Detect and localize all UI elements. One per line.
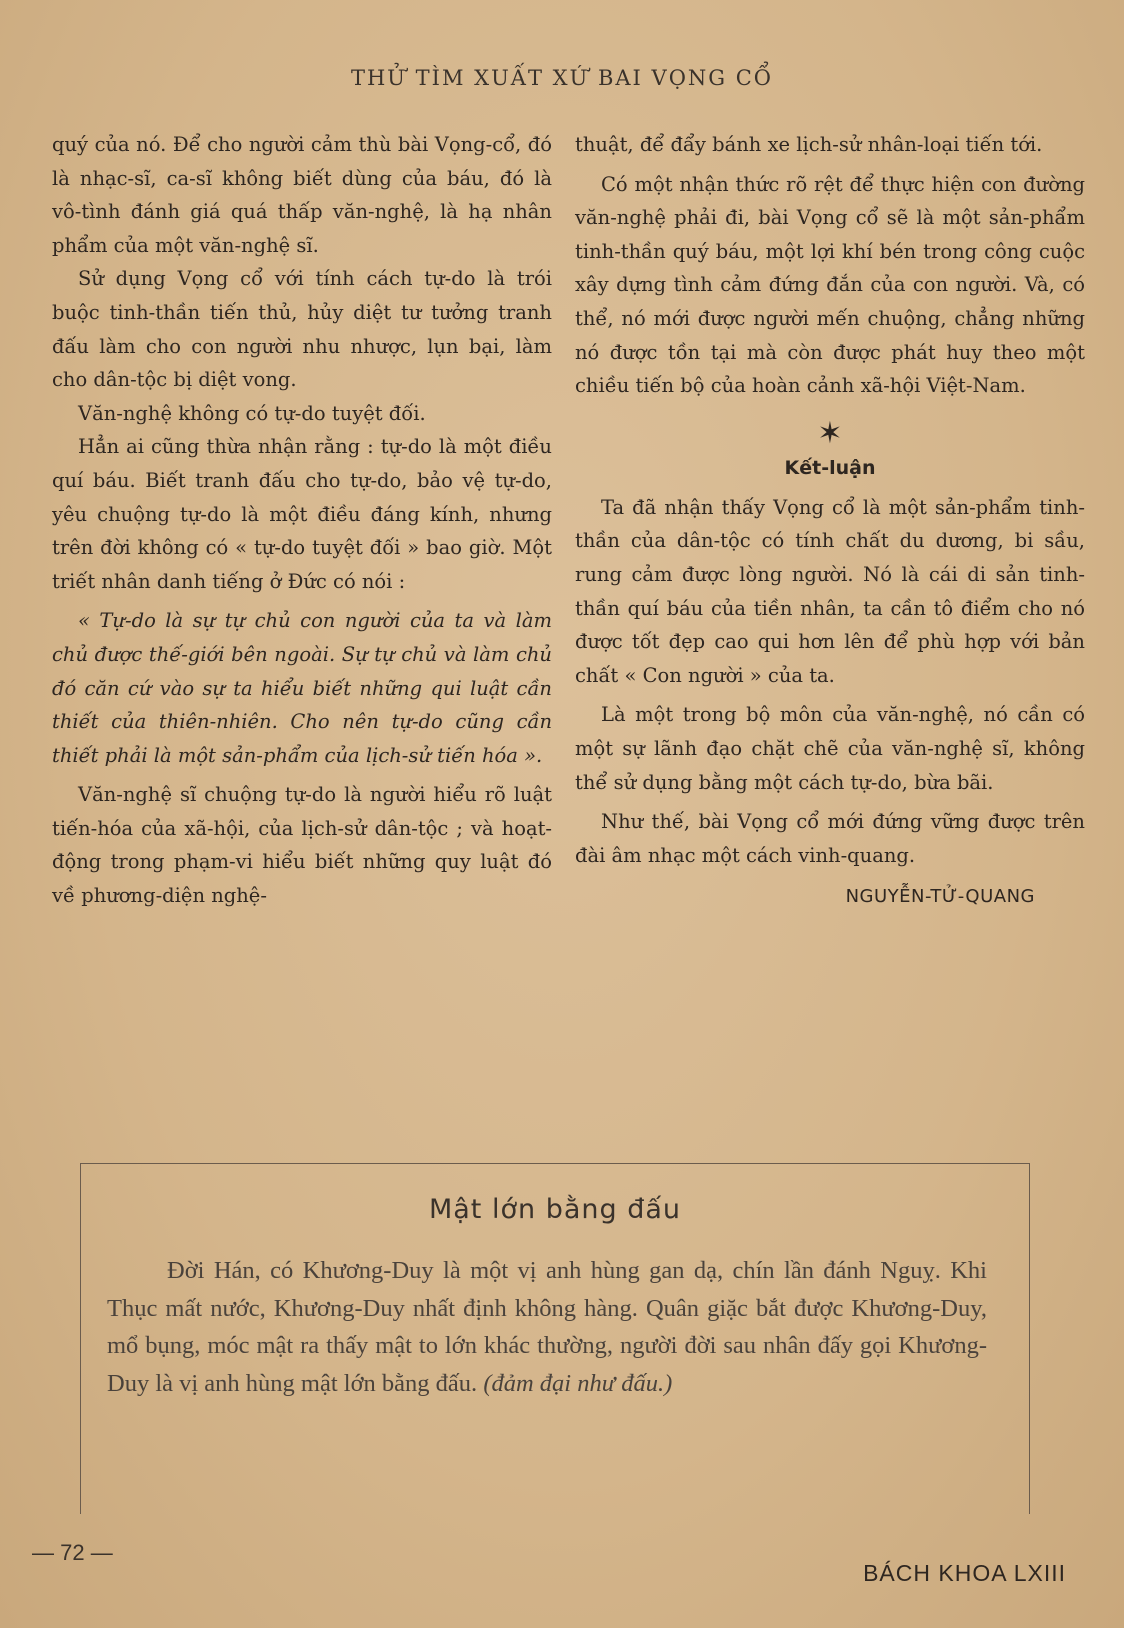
- paragraph: Văn-nghệ không có tự-do tuyệt đối.: [78, 401, 426, 425]
- right-column: [575, 128, 1085, 914]
- left-column: [52, 128, 552, 913]
- paragraph: quý của nó. Để cho người cảm thù bài Vọng-cổ, đó là nhạc-sĩ, ca-sĩ không biết dùng của báu, đó là vô-tình đánh giá quá thấp văn-nghệ, là hạ nhân phẩm của một văn-nghệ sĩ.: [52, 133, 552, 257]
- quote-paragraph: « Tự-do là sự tự chủ con người của ta và làm chủ được thế-giới bên ngoài. Sự tự chủ và làm chủ đó căn cứ vào sự ta hiểu biết những qui luật cần thiết của thiên-nhiên. Cho nên tự-do cũng cần thiết phải là một sản-phẩm của lịch-sử tiến hóa ».: [52, 609, 552, 767]
- box-body: [107, 1252, 987, 1402]
- box-title: Mật lớn bằng đấu: [428, 1194, 682, 1225]
- paragraph: Sử dụng Vọng cổ với tính cách tự-do là trói buộc tinh-thần tiến thủ, hủy diệt tư tưởng tranh đấu làm cho con người nhu nhược, lụn bại, làm cho dân-tộc bị diệt vong.: [52, 267, 552, 392]
- running-head: THỬ TÌM XUẤT XỨ BAI VỌNG CỔ: [350, 66, 774, 90]
- sidebar-box: [80, 1163, 1030, 1514]
- box-text: Đời Hán, có Khương-Duy là một vị anh hùng gan dạ, chín lần đánh Nguỵ. Khi Thục mất nước, Khương-Duy nhất định không hàng. Quân giặc bắt được Khương-Duy, mổ bụng, móc mật ra thấy mật to lớn khác thường, người đời sau nhân đấy gọi Khương-Duy là vị anh hùng mật lớn bằng đấu.: [107, 1257, 987, 1397]
- section-star-ornament: ✶: [817, 415, 843, 451]
- paragraph: thuật, để đẩy bánh xe lịch-sử nhân-loại tiến tới.: [575, 133, 1043, 156]
- paragraph: Có một nhận thức rõ rệt để thực hiện con đường văn-nghệ phải đi, bài Vọng cổ sẽ là một sản-phẩm tinh-thần quý báu, một lợi khí bén trong công cuộc xây dựng tình cảm đứng đắn của con người. Và, có thể, nó mới được người mến chuộng, chẳng những nó được tồn tại mà còn được phát huy theo một chiều tiến bộ của hoàn cảnh xã-hội Việt-Nam.: [575, 172, 1085, 398]
- page-number: — 72 —: [32, 1540, 113, 1565]
- paragraph: Ta đã nhận thấy Vọng cổ là một sản-phẩm tinh-thần của dân-tộc có tính chất du dương, bi sầu, rung cảm được lòng người. Nó là cái di sản tinh-thần quí báu của tiền nhân, ta cần tô điểm cho nó được tốt đẹp cao qui hơn lên để phù hợp với bản chất « Con người » của ta.: [575, 495, 1085, 687]
- magazine-issue: BÁCH KHOA LXIII: [863, 1560, 1066, 1586]
- paragraph: Hẳn ai cũng thừa nhận rằng : tự-do là một điều quí báu. Biết tranh đấu cho tự-do, bảo vệ tự-do, yêu chuộng tự-do là một điều đáng kính, nhưng trên đời không có « tự-do tuyệt đối » bao giờ. Một triết nhân danh tiếng ở Đức có nói :: [52, 435, 552, 593]
- paragraph: Văn-nghệ sĩ chuộng tự-do là người hiểu rõ luật tiến-hóa của xã-hội, của lịch-sử dân-tộc ; và hoạt-động trong phạm-vi hiểu biết những quy luật đó về phương-diện nghệ-: [52, 783, 552, 908]
- box-italic-note: (đảm đại như đấu.): [483, 1369, 673, 1397]
- paragraph: Như thế, bài Vọng cổ mới đứng vững được trên đài âm nhạc một cách vinh-quang.: [575, 810, 1085, 867]
- author-signature: NGUYỄN-TỬ-QUANG: [845, 886, 1035, 908]
- section-heading: Kết-luận: [784, 456, 876, 479]
- paragraph: Là một trong bộ môn của văn-nghệ, nó cần có một sự lãnh đạo chặt chẽ của văn-nghệ sĩ, không thể sử dụng bằng một cách tự-do, bừa bãi.: [575, 703, 1085, 794]
